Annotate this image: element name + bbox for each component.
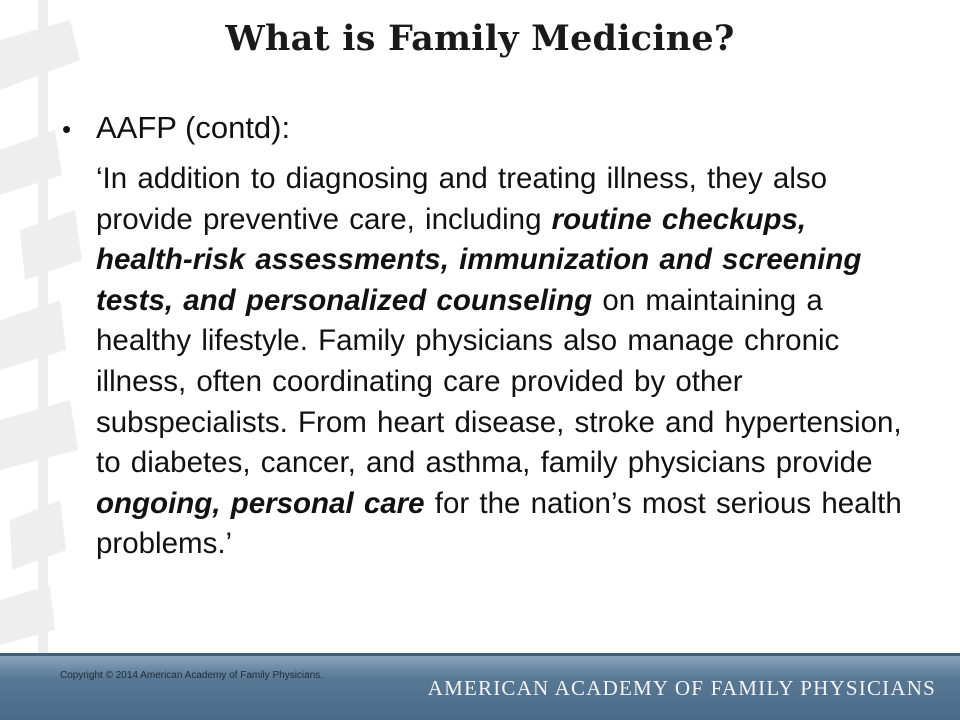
quote-emphasis-1: routine checkups, health-risk assessments, immunization and screening tests, and personalized counseling bbox=[96, 202, 862, 317]
quote-text-2: on maintaining a healthy lifestyle. Family physicians also manage chronic illness, often coordinating care provided by other subspecialists. From heart disease, stroke and hypertension, to diabetes, cancer, and asthma, family physicians provide bbox=[96, 283, 902, 480]
quote-emphasis-2: ongoing, personal care bbox=[96, 486, 425, 520]
slide-body bbox=[62, 108, 902, 565]
slide-title: What is Family Medicine? bbox=[225, 18, 735, 59]
bullet-marker: • bbox=[62, 114, 72, 144]
organization-name: AMERICAN ACADEMY OF FAMILY PHYSICIANS bbox=[427, 676, 936, 700]
copyright-notice: Copyright © 2014 American Academy of Family Physicians. bbox=[60, 670, 324, 681]
quote-text-1: ‘In addition to diagnosing and treating illness, they also provide preventive care, including bbox=[96, 162, 828, 236]
bullet-item bbox=[62, 108, 902, 149]
quote-paragraph bbox=[96, 159, 906, 565]
quote-text-3: for the nation’s most serious health problems.’ bbox=[96, 486, 902, 561]
bullet-label: AAFP (contd): bbox=[96, 110, 291, 145]
